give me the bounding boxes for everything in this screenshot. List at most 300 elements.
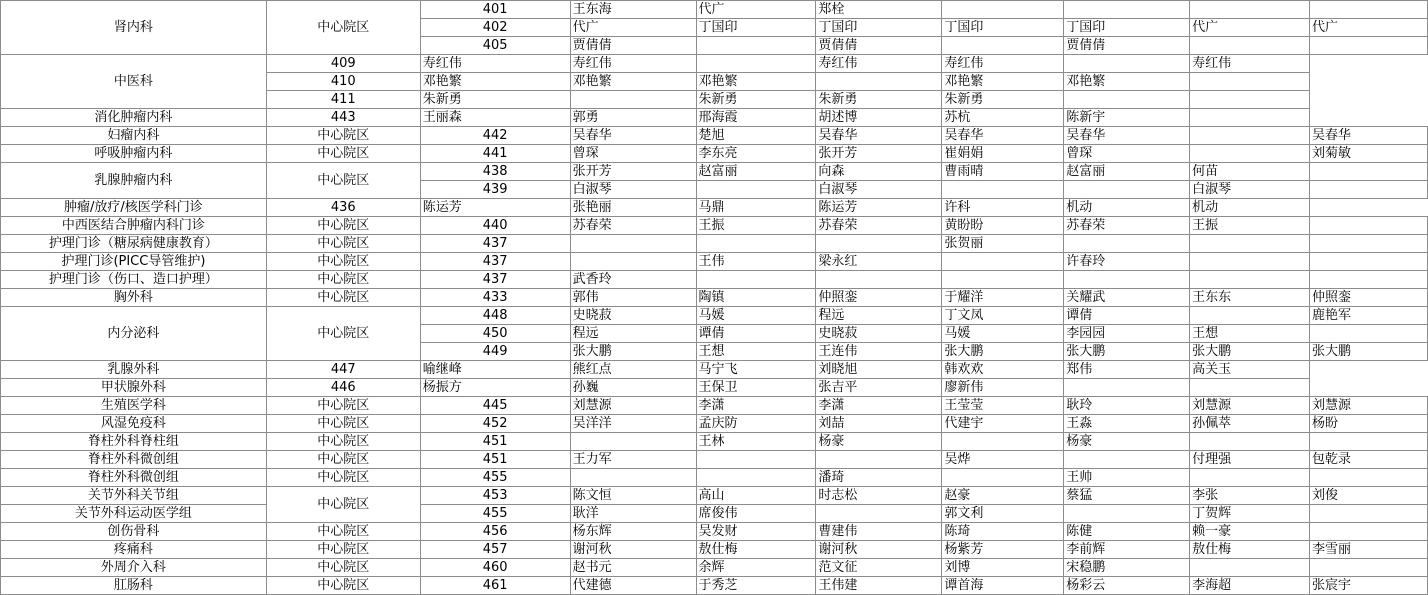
department-cell: 护理门诊(PICC导管维护) [1,253,267,271]
campus-cell: 中心院区 [266,163,420,199]
room-cell: 461 [420,577,570,595]
doctor-cell-day-1: 谢河秋 [570,541,696,559]
doctor-cell-day-4: 黄盼盼 [942,217,1064,235]
doctor-cell-day-2: 楚旭 [696,127,816,145]
campus-cell: 中心院区 [266,523,420,541]
doctor-cell-day-7 [1310,181,1428,199]
doctor-cell-day-7 [1310,163,1428,181]
doctor-cell-day-7: 张大鹏 [1310,343,1428,361]
doctor-cell-day-6: 王振 [1190,217,1310,235]
table-row [1,451,1428,469]
doctor-cell-day-2: 熊红点 [570,361,696,379]
table-row [1,559,1428,577]
doctor-cell-day-3: 苏春荣 [816,217,942,235]
doctor-cell-day-1: 寿红伟 [420,55,570,73]
doctor-cell-day-7: 杨盼 [1310,415,1428,433]
department-cell: 关节外科运动医学组 [1,505,267,523]
doctor-cell-day-1 [570,469,696,487]
doctor-cell-day-5 [1064,271,1190,289]
campus-cell: 中心院区 [266,559,420,577]
doctor-cell-day-1 [570,253,696,271]
campus-cell: 中心院区 [266,253,420,271]
schedule-body [1,1,1428,595]
doctor-cell-day-3: 贾倩倩 [816,37,942,55]
room-cell: 447 [266,361,420,379]
doctor-cell-day-6: 王想 [1190,325,1310,343]
table-row [1,415,1428,433]
doctor-cell-day-2: 邓艳繁 [570,73,696,91]
doctor-cell-day-1: 贾倩倩 [570,37,696,55]
doctor-cell-day-4: 郭文利 [942,505,1064,523]
doctor-cell-day-3 [816,271,942,289]
doctor-cell-day-7 [1310,469,1428,487]
doctor-cell-day-6: 付理强 [1190,451,1310,469]
doctor-cell-day-4 [942,469,1064,487]
doctor-cell-day-1: 杨东辉 [570,523,696,541]
doctor-cell-day-4: 吴烨 [942,451,1064,469]
doctor-cell-day-5: 陈健 [1064,523,1190,541]
department-cell: 外周介入科 [1,559,267,577]
department-cell: 中医科 [1,55,267,109]
room-cell: 445 [420,397,570,415]
doctor-cell-day-7: 鹿艳军 [1310,307,1428,325]
doctor-cell-day-1: 杨振方 [420,379,570,397]
room-cell: 448 [420,307,570,325]
doctor-cell-day-6: 赖一豪 [1190,523,1310,541]
room-cell: 451 [420,433,570,451]
doctor-cell-day-4 [942,271,1064,289]
doctor-cell-day-3: 王连伟 [816,343,942,361]
doctor-cell-day-7 [1310,235,1428,253]
doctor-cell-day-6: 郑伟 [1064,361,1190,379]
doctor-cell-day-4: 张贺丽 [942,235,1064,253]
doctor-cell-day-5: 关耀武 [1064,289,1190,307]
doctor-cell-day-3: 白淑琴 [816,181,942,199]
room-cell: 402 [420,19,570,37]
doctor-cell-day-7: 机动 [1190,199,1310,217]
doctor-cell-day-7 [1310,559,1428,577]
doctor-cell-day-1: 喻继峰 [420,361,570,379]
doctor-cell-day-5 [1064,505,1190,523]
room-cell: 446 [266,379,420,397]
table-row [1,379,1428,397]
campus-cell: 中心院区 [266,307,420,361]
doctor-cell-day-4: 丁文凤 [942,307,1064,325]
department-cell: 乳腺肿瘤内科 [1,163,267,199]
doctor-cell-day-5: 韩欢欢 [942,361,1064,379]
doctor-cell-day-5: 朱新勇 [942,91,1064,109]
table-row [1,55,1428,73]
table-row [1,541,1428,559]
room-cell: 452 [420,415,570,433]
doctor-cell-day-1: 朱新勇 [420,91,570,109]
doctor-cell-day-4: 朱新勇 [816,91,942,109]
doctor-cell-day-4: 谭首海 [942,577,1064,595]
doctor-cell-day-6 [1190,433,1310,451]
doctor-cell-day-7 [1190,73,1310,91]
doctor-cell-day-6: 白淑琴 [1190,181,1310,199]
doctor-cell-day-1: 白淑琴 [570,181,696,199]
doctor-cell-day-7 [1310,217,1428,235]
doctor-cell-day-6: 敖仕梅 [1190,541,1310,559]
doctor-cell-day-2 [696,271,816,289]
doctor-cell-day-4: 王莹莹 [942,397,1064,415]
doctor-cell-day-6 [1190,469,1310,487]
doctor-cell-day-4 [942,181,1064,199]
campus-cell: 中心院区 [266,415,420,433]
doctor-cell-day-1: 代建德 [570,577,696,595]
doctor-cell-day-4: 刘晓旭 [816,361,942,379]
doctor-cell-day-3: 郑栓 [816,1,942,19]
room-cell: 456 [420,523,570,541]
doctor-cell-day-7 [1190,91,1310,109]
doctor-cell-day-7 [1310,1,1428,19]
doctor-cell-day-2: 余辉 [696,559,816,577]
doctor-cell-day-2 [696,37,816,55]
doctor-cell-day-4: 张大鹏 [942,343,1064,361]
campus-cell: 中心院区 [266,577,420,595]
doctor-cell-day-5: 王淼 [1064,415,1190,433]
doctor-cell-day-4: 崔娟娟 [942,145,1064,163]
doctor-cell-day-2: 代广 [696,1,816,19]
doctor-cell-day-1: 王力军 [570,451,696,469]
department-cell: 消化肿瘤内科 [1,109,267,127]
doctor-cell-day-5: 贾倩倩 [1064,37,1190,55]
doctor-cell-day-3: 仲照銮 [816,289,942,307]
doctor-cell-day-1: 郭伟 [570,289,696,307]
room-cell: 437 [420,235,570,253]
department-cell: 脊柱外科微创组 [1,451,267,469]
doctor-cell-day-7 [1310,523,1428,541]
table-row [1,433,1428,451]
doctor-cell-day-6: 王东东 [1190,289,1310,307]
doctor-cell-day-5: 赵富丽 [1064,163,1190,181]
department-cell: 内分泌科 [1,307,267,361]
doctor-cell-day-3: 梁永红 [816,253,942,271]
department-cell: 生殖医学科 [1,397,267,415]
doctor-cell-day-5: 杨彩云 [1064,577,1190,595]
doctor-cell-day-7: 仲照銮 [1310,289,1428,307]
doctor-cell-day-4: 马媛 [942,325,1064,343]
doctor-cell-day-4 [942,253,1064,271]
doctor-cell-day-3: 杨豪 [816,433,942,451]
doctor-cell-day-4: 陈琦 [942,523,1064,541]
doctor-cell-day-5: 宋稳鹏 [1064,559,1190,577]
doctor-cell-day-5 [1064,235,1190,253]
doctor-cell-day-4 [816,73,942,91]
doctor-cell-day-6: 陈新宇 [1064,109,1190,127]
campus-cell: 中心院区 [266,127,420,145]
department-cell: 中西医结合肿瘤内科门诊 [1,217,267,235]
doctor-cell-day-4: 于耀洋 [942,289,1064,307]
doctor-cell-day-6 [1190,37,1310,55]
doctor-cell-day-2: 丁国印 [696,19,816,37]
room-cell: 409 [266,55,420,73]
doctor-cell-day-1: 曾琛 [570,145,696,163]
doctor-cell-day-1: 武香玲 [570,271,696,289]
room-cell: 455 [420,505,570,523]
table-row [1,397,1428,415]
doctor-cell-day-5: 廖新伟 [942,379,1064,397]
doctor-cell-day-5: 吴春华 [1064,127,1190,145]
doctor-cell-day-4: 胡述博 [816,109,942,127]
campus-cell: 中心院区 [266,217,420,235]
campus-cell: 中心院区 [266,487,420,523]
doctor-cell-day-3: 张开芳 [816,145,942,163]
doctor-cell-day-1: 程远 [570,325,696,343]
table-row [1,505,1428,523]
room-cell: 460 [420,559,570,577]
doctor-cell-day-2: 于秀芝 [696,577,816,595]
campus-cell: 中心院区 [266,433,420,451]
doctor-cell-day-6 [1064,91,1190,109]
doctor-cell-day-1: 苏春荣 [570,217,696,235]
doctor-cell-day-5: 李园园 [1064,325,1190,343]
doctor-cell-day-4: 寿红伟 [816,55,942,73]
campus-cell: 中心院区 [266,1,420,55]
doctor-cell-day-6 [1190,1,1310,19]
doctor-cell-day-1: 耿洋 [570,505,696,523]
doctor-cell-day-1: 王丽森 [420,109,570,127]
campus-cell: 中心院区 [266,451,420,469]
campus-cell: 中心院区 [266,145,420,163]
doctor-cell-day-6: 李张 [1190,487,1310,505]
doctor-cell-day-2: 王林 [696,433,816,451]
table-row [1,253,1428,271]
doctor-cell-day-3: 时志松 [816,487,942,505]
room-cell: 455 [420,469,570,487]
doctor-cell-day-6: 李海超 [1190,577,1310,595]
doctor-cell-day-5: 寿红伟 [942,55,1064,73]
doctor-cell-day-2 [696,181,816,199]
room-cell: 436 [266,199,420,217]
doctor-cell-day-1: 邓艳繁 [420,73,570,91]
doctor-cell-day-5: 谭倩 [1064,307,1190,325]
doctor-cell-day-3 [696,55,816,73]
room-cell: 453 [420,487,570,505]
doctor-cell-day-3 [816,451,942,469]
doctor-cell-day-6: 机动 [1064,199,1190,217]
doctor-cell-day-7: 高关玉 [1190,361,1310,379]
department-cell: 关节外科关节组 [1,487,267,505]
doctor-cell-day-3: 范文征 [816,559,942,577]
department-cell: 脊柱外科微创组 [1,469,267,487]
doctor-cell-day-2 [570,91,696,109]
doctor-cell-day-6 [1190,253,1310,271]
doctor-cell-day-1: 陈文恒 [570,487,696,505]
doctor-cell-day-3: 李潇 [816,397,942,415]
doctor-cell-day-2: 高山 [696,487,816,505]
doctor-cell-day-4: 吴春华 [942,127,1064,145]
campus-cell: 中心院区 [266,469,420,487]
doctor-cell-day-6: 孙佩萃 [1190,415,1310,433]
campus-cell: 中心院区 [266,271,420,289]
room-cell: 441 [420,145,570,163]
department-cell: 甲状腺外科 [1,379,267,397]
room-cell: 450 [420,325,570,343]
doctor-cell-day-7 [1310,271,1428,289]
doctor-cell-day-5: 许科 [942,199,1064,217]
doctor-cell-day-6 [1064,379,1190,397]
department-cell: 胸外科 [1,289,267,307]
doctor-cell-day-1: 吴春华 [570,127,696,145]
table-row [1,217,1428,235]
table-row [1,577,1428,595]
doctor-cell-day-7 [1190,109,1310,127]
doctor-cell-day-2 [696,451,816,469]
room-cell: 411 [266,91,420,109]
doctor-cell-day-2: 郭勇 [570,109,696,127]
room-cell: 433 [420,289,570,307]
department-cell: 肛肠科 [1,577,267,595]
campus-cell: 中心院区 [266,397,420,415]
doctor-cell-day-5: 杨豪 [1064,433,1190,451]
table-row [1,163,1428,181]
doctor-cell-day-6: 邓艳繁 [1064,73,1190,91]
table-row [1,127,1428,145]
doctor-cell-day-5: 蔡猛 [1064,487,1190,505]
doctor-cell-day-3: 曹建伟 [816,523,942,541]
department-cell: 护理门诊（伤口、造口护理） [1,271,267,289]
doctor-cell-day-4: 杨紫芳 [942,541,1064,559]
doctor-cell-day-5 [1064,1,1190,19]
doctor-cell-day-7: 李雪丽 [1310,541,1428,559]
doctor-cell-day-2 [696,235,816,253]
doctor-cell-day-7 [1310,37,1428,55]
doctor-cell-day-5: 王帅 [1064,469,1190,487]
department-cell: 呼吸肿瘤内科 [1,145,267,163]
doctor-cell-day-7 [1310,325,1428,343]
doctor-cell-day-2: 李东亮 [696,145,816,163]
table-row [1,307,1428,325]
doctor-cell-day-6: 何苗 [1190,163,1310,181]
doctor-cell-day-5: 苏春荣 [1064,217,1190,235]
department-cell: 肾内科 [1,1,267,55]
doctor-cell-day-7: 刘慧源 [1310,397,1428,415]
doctor-cell-day-1 [570,235,696,253]
doctor-cell-day-4 [942,433,1064,451]
doctor-cell-day-2: 孙巍 [570,379,696,397]
doctor-cell-day-7: 刘菊敏 [1310,145,1428,163]
table-row [1,469,1428,487]
doctor-cell-day-3: 潘琦 [816,469,942,487]
doctor-cell-day-1 [570,433,696,451]
doctor-cell-day-3: 刘喆 [816,415,942,433]
doctor-cell-day-6 [1064,55,1190,73]
department-cell: 脊柱外科脊柱组 [1,433,267,451]
table-row [1,145,1428,163]
doctor-cell-day-2: 王振 [696,217,816,235]
campus-cell: 中心院区 [266,541,420,559]
doctor-cell-day-3: 马鼎 [696,199,816,217]
table-row [1,523,1428,541]
doctor-cell-day-6: 代广 [1190,19,1310,37]
doctor-cell-day-2: 陶镇 [696,289,816,307]
table-row [1,289,1428,307]
doctor-cell-day-3: 吴春华 [816,127,942,145]
doctor-cell-day-3: 邓艳繁 [696,73,816,91]
room-cell: 437 [420,253,570,271]
doctor-cell-day-6: 刘慧源 [1190,397,1310,415]
doctor-cell-day-4: 张吉平 [816,379,942,397]
doctor-cell-day-7 [1310,433,1428,451]
department-cell: 疼痛科 [1,541,267,559]
doctor-cell-day-2: 吴发财 [696,523,816,541]
room-cell: 438 [420,163,570,181]
doctor-cell-day-3: 史晓菽 [816,325,942,343]
table-row [1,235,1428,253]
table-row [1,109,1428,127]
doctor-cell-day-3: 马宁飞 [696,361,816,379]
doctor-cell-day-1: 张开芳 [570,163,696,181]
doctor-cell-day-2: 孟庆防 [696,415,816,433]
doctor-cell-day-5 [1064,451,1190,469]
doctor-cell-day-1: 史晓菽 [570,307,696,325]
table-row [1,199,1428,217]
doctor-cell-day-1: 陈运芳 [420,199,570,217]
doctor-cell-day-2 [696,469,816,487]
doctor-cell-day-5: 耿玲 [1064,397,1190,415]
doctor-cell-day-2: 席俊伟 [696,505,816,523]
doctor-cell-day-1: 刘慧源 [570,397,696,415]
doctor-cell-day-2: 敖仕梅 [696,541,816,559]
doctor-cell-day-5: 张大鹏 [1064,343,1190,361]
doctor-cell-day-4 [942,1,1064,19]
doctor-cell-day-4: 陈运芳 [816,199,942,217]
doctor-cell-day-6 [1190,127,1310,145]
doctor-cell-day-7: 代广 [1310,19,1428,37]
room-cell: 437 [420,271,570,289]
campus-cell: 中心院区 [266,289,420,307]
department-cell: 妇瘤内科 [1,127,267,145]
doctor-cell-day-3: 邢海霞 [696,109,816,127]
doctor-cell-day-6 [1190,307,1310,325]
doctor-cell-day-7: 寿红伟 [1190,55,1310,73]
doctor-cell-day-4: 刘博 [942,559,1064,577]
doctor-cell-day-3 [816,505,942,523]
doctor-cell-day-2: 王想 [696,343,816,361]
doctor-cell-day-7: 吴春华 [1310,127,1428,145]
department-cell: 护理门诊（糖尿病健康教育） [1,235,267,253]
campus-cell: 中心院区 [266,235,420,253]
doctor-cell-day-2: 寿红伟 [570,55,696,73]
doctor-cell-day-2: 李潇 [696,397,816,415]
doctor-cell-day-3: 朱新勇 [696,91,816,109]
table-row [1,271,1428,289]
doctor-cell-day-4: 代建宇 [942,415,1064,433]
doctor-cell-day-1: 赵书元 [570,559,696,577]
room-cell: 410 [266,73,420,91]
doctor-cell-day-3: 程远 [816,307,942,325]
doctor-cell-day-2: 谭倩 [696,325,816,343]
doctor-cell-day-3: 向森 [816,163,942,181]
room-cell: 457 [420,541,570,559]
doctor-cell-day-1: 代广 [570,19,696,37]
doctor-cell-day-3: 丁国印 [816,19,942,37]
table-row [1,1,1428,19]
doctor-cell-day-2: 赵富丽 [696,163,816,181]
department-cell: 风湿免疫科 [1,415,267,433]
room-cell: 451 [420,451,570,469]
doctor-cell-day-2: 马媛 [696,307,816,325]
table-row [1,361,1428,379]
doctor-cell-day-5: 曾琛 [1064,145,1190,163]
doctor-cell-day-7 [1310,253,1428,271]
doctor-cell-day-4: 丁国印 [942,19,1064,37]
doctor-cell-day-5 [1064,181,1190,199]
doctor-cell-day-6 [1190,145,1310,163]
department-cell: 肿瘤/放疗/核医学科门诊 [1,199,267,217]
